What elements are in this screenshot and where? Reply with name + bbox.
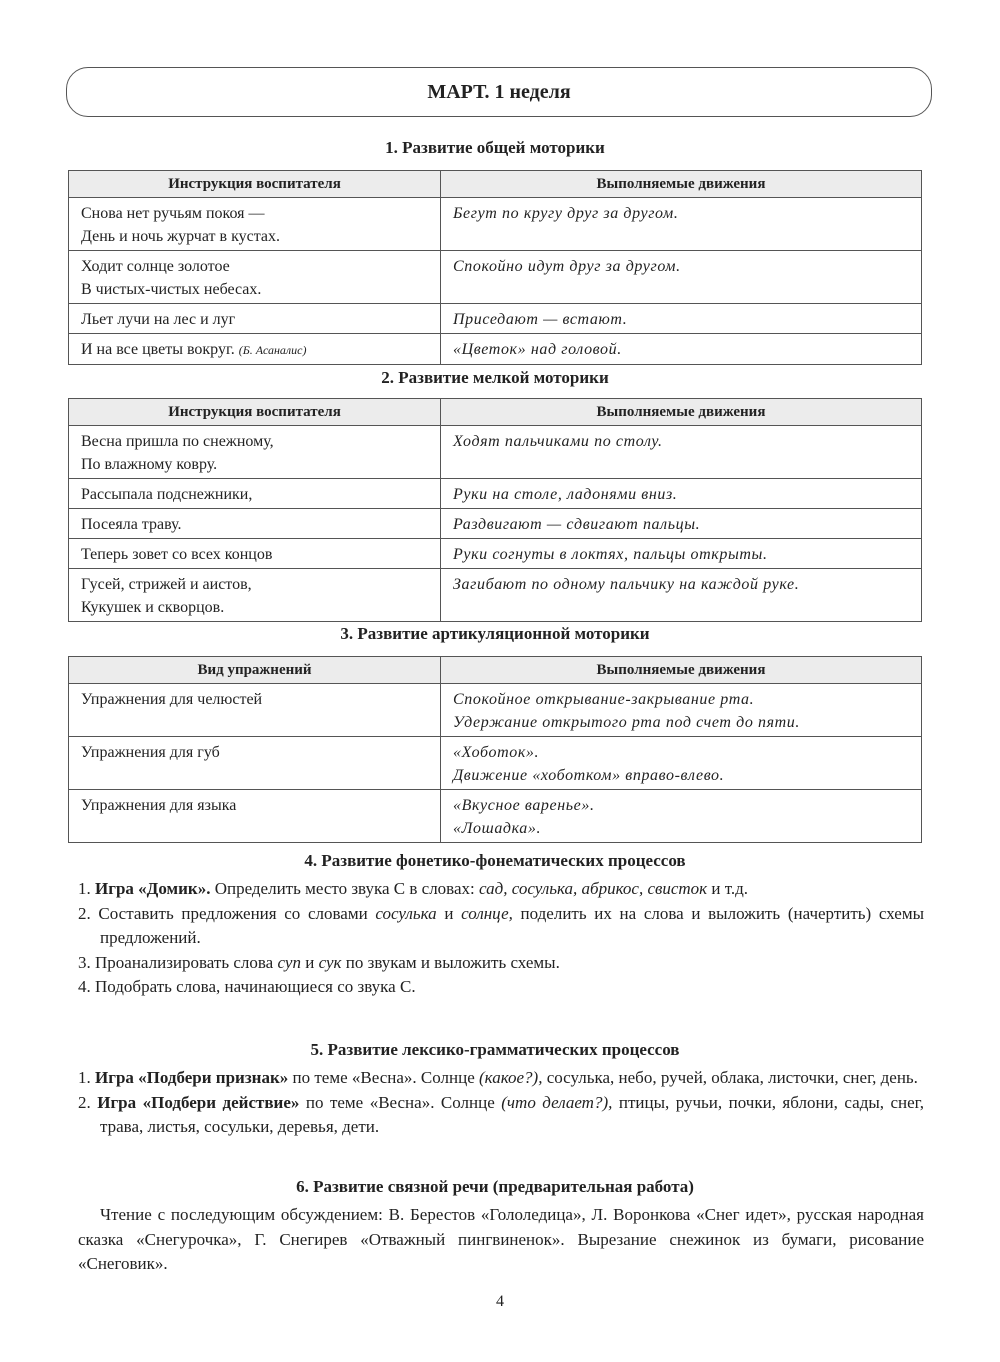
table-header-row <box>69 171 922 198</box>
table-row <box>69 790 922 843</box>
movement-text: Спокойное открывание-закрывание рта. <box>453 691 755 708</box>
instruction-cell <box>69 790 441 843</box>
movement-cell <box>441 304 922 334</box>
list-item-text: сосулька, небо, ручей, облака, листочки, снег, день. <box>542 1068 918 1087</box>
instruction-cell <box>69 198 441 251</box>
instruction-text: По влажному ковру. <box>81 456 218 473</box>
movement-text: Движение «хоботком» вправо-влево. <box>453 767 725 784</box>
list-item-text: и <box>436 903 462 923</box>
table-row <box>69 684 922 737</box>
table-row <box>69 251 922 304</box>
section4-list <box>78 877 924 1000</box>
movement-cell <box>441 684 922 737</box>
list-item-text: 1. <box>78 879 95 898</box>
list-item-text: солнце, <box>461 903 513 923</box>
list-item <box>78 877 924 902</box>
table-row <box>69 479 922 509</box>
instruction-cell <box>69 684 441 737</box>
instruction-text: В чистых-чистых небесах. <box>81 281 262 298</box>
list-item-text: Игра «Домик». <box>95 879 211 898</box>
instruction-text: Кукушек и скворцов. <box>81 599 225 616</box>
list-item-text: 4. Подобрать слова, начинающиеся со звука С. <box>78 977 416 996</box>
instruction-text: Весна пришла по снежному, <box>81 433 274 450</box>
movement-cell <box>441 334 922 365</box>
source-attribution: (Б. Асаналис) <box>238 343 307 357</box>
movement-text: Бегут по кругу друг за другом. <box>453 205 679 222</box>
list-item-text: 3. Проанализировать слова <box>78 952 278 972</box>
table-row <box>69 569 922 622</box>
instruction-text: Рассыпала подснежники, <box>81 486 253 503</box>
column-header: Вид упражнений <box>69 657 441 684</box>
column-header: Выполняемые движения <box>441 171 922 198</box>
list-item-text: поделить их на слова и выложить (начертить) схемы предложений. <box>100 903 924 947</box>
list-item <box>78 902 924 951</box>
list-item-text: суп <box>277 952 301 972</box>
page-number: 4 <box>496 1293 504 1310</box>
instruction-text: И на все цветы вокруг. <box>81 341 235 358</box>
movement-text: «Вкусное варенье». <box>453 797 595 814</box>
instruction-text: Снова нет ручьям покоя — <box>81 205 265 222</box>
instruction-text: Льет лучи на лес и луг <box>81 311 236 328</box>
movement-text: Руки на столе, ладонями вниз. <box>453 486 678 503</box>
movement-cell <box>441 737 922 790</box>
section3-heading: 3. Развитие артикуляционной моторики <box>340 624 650 643</box>
table-row <box>69 737 922 790</box>
movement-cell <box>441 569 922 622</box>
list-item-text: сосулька <box>375 903 437 923</box>
movement-cell <box>441 509 922 539</box>
instruction-text: Теперь зовет со всех концов <box>81 546 273 563</box>
column-header: Инструкция воспитателя <box>69 171 441 198</box>
list-item-text: по теме «Весна». Солнце <box>299 1092 502 1112</box>
instruction-cell <box>69 737 441 790</box>
instruction-cell <box>69 251 441 304</box>
list-item-text: по звукам и выложить схемы. <box>341 952 560 972</box>
list-item-text: птицы, ручьи, почки, яблони, сады, снег, трава, листья, сосульки, деревья, дети. <box>100 1092 924 1136</box>
movement-text: Раздвигают — сдвигают пальцы. <box>453 516 701 533</box>
table-row <box>69 426 922 479</box>
column-header: Выполняемые движения <box>441 657 922 684</box>
list-item-text: 2. Составить предложения со словами <box>78 903 376 923</box>
section6-paragraph: Чтение с последующим обсуждением: В. Берестов «Гололедица», Л. Воронкова «Снег идет», русская народная сказка «Снегурочка», Г. Снегирев «Отважный пингвиненок». Вырезание снежинок из бумаги, рисование «Снеговик». <box>78 1205 924 1273</box>
section1-table <box>68 170 922 365</box>
section6-heading: 6. Развитие связной речи (предварительная работа) <box>296 1177 694 1196</box>
instruction-text: День и ночь журчат в кустах. <box>81 228 280 245</box>
table-row <box>69 198 922 251</box>
movement-cell <box>441 251 922 304</box>
movement-cell <box>441 479 922 509</box>
section2-table <box>68 398 922 622</box>
movement-cell <box>441 198 922 251</box>
list-item <box>78 1091 924 1140</box>
movement-text: Загибают по одному пальчику на каждой руке. <box>453 576 800 593</box>
table-row <box>69 539 922 569</box>
movement-text: Ходят пальчиками по столу. <box>453 433 663 450</box>
section2-heading: 2. Развитие мелкой моторики <box>381 368 609 387</box>
list-item-text: и т.д. <box>707 879 749 898</box>
list-item-text: по теме «Весна». Солнце <box>288 1068 479 1087</box>
table-row <box>69 509 922 539</box>
movement-text: «Лошадка». <box>453 820 542 837</box>
movement-cell <box>441 790 922 843</box>
instruction-text: Упражнения для губ <box>81 744 220 761</box>
column-header: Выполняемые движения <box>441 399 922 426</box>
instruction-text: Упражнения для челюстей <box>81 691 263 708</box>
instruction-cell <box>69 304 441 334</box>
list-item-text: Игра «Подбери действие» <box>97 1092 300 1112</box>
section3-table <box>68 656 922 843</box>
instruction-cell <box>69 334 441 365</box>
section5-heading: 5. Развитие лексико-грамматических процессов <box>310 1040 680 1059</box>
list-item-text: Игра «Подбери признак» <box>95 1068 289 1087</box>
list-item <box>78 1066 924 1091</box>
instruction-cell <box>69 509 441 539</box>
movement-cell <box>441 539 922 569</box>
table-header-row <box>69 399 922 426</box>
section1-heading: 1. Развитие общей моторики <box>385 138 605 157</box>
instruction-cell <box>69 426 441 479</box>
instruction-text: Ходит солнце золотое <box>81 258 230 275</box>
table-row <box>69 304 922 334</box>
list-item <box>78 975 924 1000</box>
section4-heading: 4. Развитие фонетико-фонематических процессов <box>304 851 686 870</box>
instruction-cell <box>69 569 441 622</box>
page-title: МАРТ. 1 неделя <box>66 67 932 117</box>
instruction-cell <box>69 539 441 569</box>
movement-text: Спокойно идут друг за другом. <box>453 258 681 275</box>
movement-cell <box>441 426 922 479</box>
movement-text: Приседают — встают. <box>453 311 628 328</box>
table-row <box>69 334 922 365</box>
list-item-text: Определить место звука С в словах: <box>210 879 480 898</box>
column-header: Инструкция воспитателя <box>69 399 441 426</box>
section5-list <box>78 1066 924 1140</box>
movement-text: «Цветок» над головой. <box>453 341 622 358</box>
instruction-text: Посеяла траву. <box>81 516 182 533</box>
list-item-text: сад, сосулька, абрикос, свисток <box>479 879 708 898</box>
movement-text: Удержание открытого рта под счет до пяти. <box>453 714 801 731</box>
list-item-text: сук <box>318 952 342 972</box>
instruction-text: Гусей, стрижей и аистов, <box>81 576 252 593</box>
list-item-text: (что делает?), <box>501 1092 613 1112</box>
list-item-text: 1. <box>78 1068 95 1087</box>
movement-text: «Хоботок». <box>453 744 540 761</box>
movement-text: Руки согнуты в локтях, пальцы открыты. <box>453 546 768 563</box>
list-item-text: (какое?), <box>479 1068 543 1087</box>
table-header-row <box>69 657 922 684</box>
list-item <box>78 951 924 976</box>
instruction-cell <box>69 479 441 509</box>
list-item-text: и <box>300 952 319 972</box>
list-item-text: 2. <box>78 1092 98 1112</box>
instruction-text: Упражнения для языка <box>81 797 237 814</box>
